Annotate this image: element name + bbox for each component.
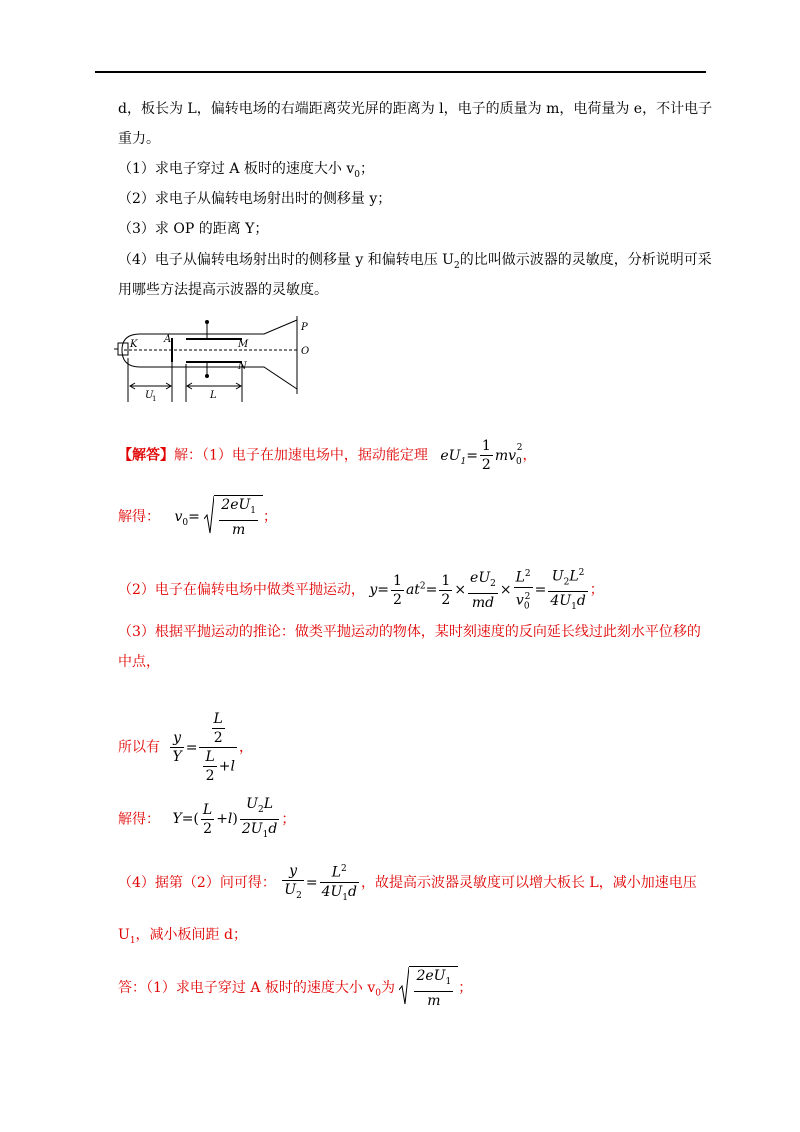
tube-outline [140, 320, 297, 389]
header-rule [95, 71, 706, 73]
solution-part-3-line-2: 中点， [118, 654, 160, 670]
label-n: N [238, 361, 247, 372]
question-3: （3）求 OP 的距离 Y； [118, 221, 269, 237]
question-4-line-1: （4）电子从偏转电场射出时的侧移量 y 和偏转电压 $U_2$的比叫做示波器的灵敏度，分析说明可采 [118, 252, 712, 271]
label-a: A [164, 334, 172, 345]
label-k: K [130, 339, 138, 350]
solution-part-1: 【解答】解：（1）电子在加速电场中，据动能定理 $eU_1=$ $\frac{1}{2}$ $mv_0^2$， [118, 438, 537, 473]
oscilloscope-diagram [114, 312, 324, 404]
label-m: M [238, 339, 249, 350]
solution-part-4-line-2: $U_1$，减小板间距 d； [118, 927, 247, 946]
solution-part-1b: 解得： $v_0=$ $\frac{2eU_1}{m}$ ； [118, 497, 278, 538]
solution-part-3c: 解得： Y=( $\frac{L}{2}$ +l) $\frac{U_2L}{2U_1d}$ ； [118, 796, 296, 840]
solution-part-4: （4）据第（2）问可得： $\frac{y}{U_2}$ = $\frac{L^2}{4U_1d}$ ，故提高示波器灵敏度可以增大板长 L，减小加速电压 [118, 860, 697, 906]
label-p: P [301, 322, 308, 333]
label-o: O [301, 346, 310, 357]
answer-line: 答：（1）求电子穿过 A 板时的速度大小 $v_0$为 $\frac{2eU_1}{m}$ ； [118, 968, 473, 1009]
question-4-line-2: 用哪些方法提高示波器的灵敏度。 [118, 282, 328, 298]
problem-line-1: d，板长为 L，偏转电场的右端距离荧光屏的距离为 l，电子的质量为 m，电荷量为 e，不计电子 [118, 101, 713, 117]
question-2: （2）求电子从偏转电场射出时的侧移量 y； [118, 191, 392, 207]
problem-line-2: 重力。 [118, 131, 160, 147]
label-u1: U [145, 390, 154, 401]
question-1: （1）求电子穿过 A 板时的速度大小 $v_0$； [118, 161, 375, 180]
solution-part-3-line-1: （3）根据平抛运动的推论：做类平抛运动的物体，某时刻速度的反向延长线过此刻水平位移的 [118, 624, 701, 640]
label-l: L [210, 390, 217, 401]
solution-part-2: （2）电子在偏转电场中做类平抛运动， y= $\frac{1}{2}$ $at^2=$ $\frac{1}{2}$ × $\frac{eU_2}{md}$ × $\frac{L^2}{v_0^2}$ = $\frac{U_2L^2}{4U_1d}$ ； [118, 564, 604, 616]
label-u1-sub: 1 [152, 395, 157, 403]
solution-part-3b: 所以有 $\frac{y}{Y}$ = $\frac{L}{2}$ $\frac{L}{2}$ +l ， [118, 711, 253, 784]
